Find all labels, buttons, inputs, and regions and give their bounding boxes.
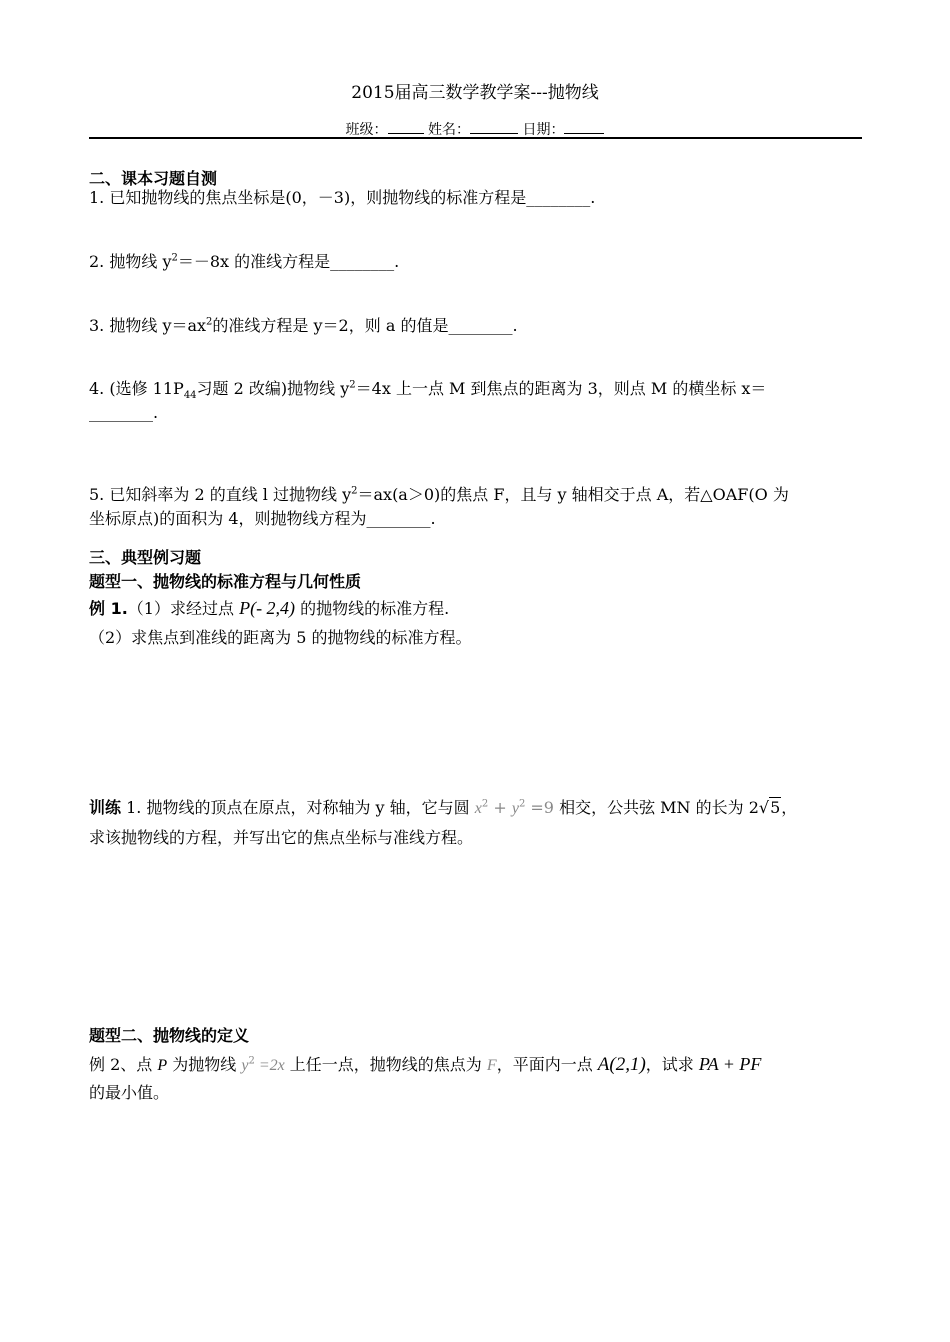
question-5: 5. 已知斜率为 2 的直线 l 过抛物线 $y^2=ax(a>0)$的焦点 F，且与 y 轴相交于点 A，若△OAF(O 为	[89, 485, 789, 504]
training-1-line2: 求该抛物线的方程，并写出它的焦点坐标与准线方程。	[89, 828, 474, 847]
name-label: 姓名：	[428, 122, 470, 138]
class-label: 班级：	[345, 122, 388, 138]
question-3: 3. 抛物线 $y=ax^2$的准线方程是 y＝2，则 a 的值是________.	[89, 316, 518, 335]
type1-heading: 题型一、抛物线的标准方程与几何性质	[89, 572, 362, 591]
question-2: 2. 抛物线 $y^2=-8x$ 的准线方程是________.	[89, 252, 400, 271]
example-1-part2: （2）求焦点到准线的距离为 5 的抛物线的标准方程。	[89, 628, 472, 647]
training-1: 训练 1. 抛物线的顶点在原点，对称轴为 y 轴，它与圆 $x^2 + y^2 =9$ 相交，公共弦 MN 的长为 2√5，	[89, 798, 798, 817]
date-blank[interactable]	[564, 121, 604, 134]
header-divider	[89, 137, 862, 139]
question-1: 1. 已知抛物线的焦点坐标是(0，－3)，则抛物线的标准方程是________.	[89, 188, 596, 207]
section-heading-examples: 三、典型例习题	[89, 548, 202, 567]
date-label: 日期：	[522, 122, 565, 138]
question-4: 4. (选修 $11P_{44}$习题 2 改编)抛物线 $y^2=4x$ 上一点 M 到焦点的距离为 3，则点 M 的横坐标 x＝	[89, 379, 767, 402]
name-blank[interactable]	[470, 121, 518, 134]
class-blank[interactable]	[388, 121, 424, 134]
type2-heading: 题型二、抛物线的定义	[89, 1026, 250, 1045]
example-1-part1: 例 1.（1）求经过点 P(- 2,4) 的抛物线的标准方程.	[89, 598, 450, 618]
question-5-line2: 坐标原点)的面积为 4，则抛物线方程为________.	[89, 509, 436, 528]
example-2-line2: 的最小值。	[89, 1083, 170, 1102]
section-heading-practice: 二、课本习题自测	[89, 169, 218, 188]
question-4-line2: ________.	[89, 403, 159, 422]
example-2: 例 2、点 P 为抛物线 $y^2 =2x$ 上任一点，抛物线的焦点为 F，平面内一点 A(2,1)，试求 PA + PF	[89, 1054, 762, 1075]
page-title: 2015届高三数学教学案---抛物线	[351, 83, 599, 103]
student-info-line	[0, 119, 950, 139]
